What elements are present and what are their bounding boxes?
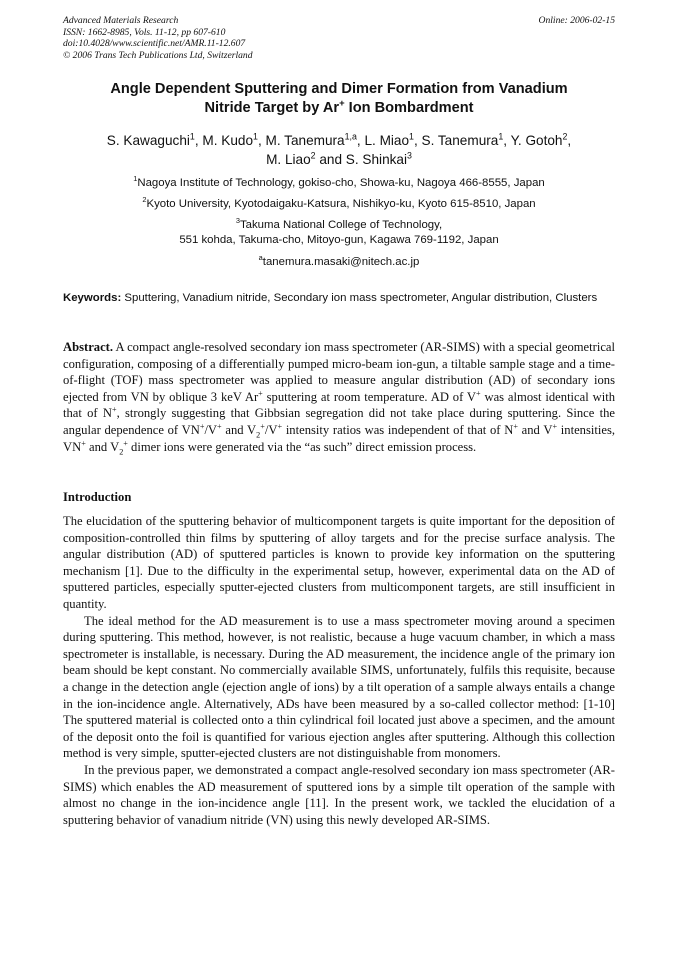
title-line-1: Angle Dependent Sputtering and Dimer Formation from Vanadium xyxy=(110,81,568,97)
title-text: Nitride Target by Ar xyxy=(204,100,340,116)
journal-header xyxy=(63,15,253,61)
abstract: Abstract. A compact angle-resolved secondary ion mass spectrometer (AR-SIMS) with a special geometrical configuration, composing of a differentially pumped micro-beam ion-gun, a tiltable sample stage and a time-of-flight (TOF) mass spectrometer was applied to measure angular distribution (AD) of secondary ions ejected from VN by oblique 3 keV Ar+ sputtering at room temperature. AD of V+ was almost identical with that of N+, strongly suggesting that Gibbsian segregation did not take place during sputtering. Since the angular dependence of VN+/V+ and $V_2^+/V^+$ intensity ratios was independent of that of N+ and V+ intensities, VN+ and $V_2^+$ dimer ions were generated via the “as such” direct emission process. xyxy=(63,340,616,457)
affiliation-2: $^2$Kyoto University, Kyotodaigaku-Katsura, Nishikyo-ku, Kyoto 615-8510, Japan xyxy=(142,195,536,210)
author: M. Tanemura$^{1,a}$ xyxy=(265,131,357,148)
keywords-text: Sputtering, Vanadium nitride, Secondary ion mass spectrometer, Angular distribution, Clusters xyxy=(121,292,598,304)
intro-paragraph-1: The elucidation of the sputtering behavior of multicomponent targets is quite important for the deposition of composition-controlled thin films by sputtering of alloy targets and for the precise surface analysis. The angular distribution (AD) of sputtered particles is known to provide key information on the sputtering mechanism [1]. Due to the difficulty in the experimental setup, however, experimental data on the AD of sputtered particles, especially sputter-ejected clusters from multicomponent targets, are still insufficient in quantity. xyxy=(63,514,615,611)
paper-title xyxy=(60,80,618,118)
keywords-label: Keywords: xyxy=(63,292,122,304)
author: S. Kawaguchi$^1$ xyxy=(106,131,195,148)
author-list: S. Kawaguchi$^1$, M. Kudo$^1$, M. Tanemura$^{1,a}$, L. Miao$^1$, S. Tanemura$^1$, Y. Gotoh$^2$, M. Liao$^2$ and S. Shinkai$^3$ xyxy=(106,131,572,167)
author: S. Tanemura$^1$ xyxy=(421,131,504,148)
issn-line: ISSN: 1662-8985, Vols. 11-12, pp 607-610 xyxy=(63,26,226,38)
title-text: Ion Bombardment xyxy=(344,100,474,116)
author: M. Liao$^2$ xyxy=(266,150,316,167)
intro-paragraph-3: In the previous paper, we demonstrated a compact angle-resolved secondary ion mass spectrometer (AR-SIMS) which enables the AD measurement of sputtered ions by a simple tilt operation of the sample with almost no change in the ion-incidence angle [11]. In the present work, we tackled the elucidation of a sputtering behavior of vanadium nitride (VN) using this newly developed AR-SIMS. xyxy=(63,762,615,827)
title-line-2 xyxy=(60,99,618,118)
author: S. Shinkai$^3$ xyxy=(345,150,412,167)
introduction-heading: Introduction xyxy=(63,490,132,504)
copyright-line: © 2006 Trans Tech Publications Ltd, Switzerland xyxy=(63,49,253,61)
journal-name: Advanced Materials Research xyxy=(63,15,179,26)
intro-paragraph-2: The ideal method for the AD measurement is to use a mass spectrometer moving around a specimen during sputtering. This method, however, is not realistic, because a huge vacuum chamber, in which a mass spectrometer is installable, is necessary. During the AD measurement, the incidence angle of the primary ion beam should be kept constant. No commercially available SIMS, unfortunately, fulfils this requisite, because a change in the detection angle (ejection angle of ions) by a tilt operation of a sample always entails a change in the ion-incidence angle. Alternatively, ADs have been measured by a so-called collector method: [1-10] The sputtered material is collected onto a thin cylindrical foil located just above a specimen, and the amount of the deposit onto the foil is quantified for various ejection angles after sputtering. Although this collection method is very simple, sputter-ejected clusters are not distinguishable from monomers. xyxy=(63,613,615,761)
author: L. Miao$^1$ xyxy=(364,131,414,148)
author: Y. Gotoh$^2$ xyxy=(510,131,568,148)
affiliation-1: $^1$Nagoya Institute of Technology, gokiso-cho, Showa-ku, Nagoya 466-8555, Japan xyxy=(133,174,545,189)
title-superscript: + xyxy=(339,98,345,110)
abstract-label: Abstract. xyxy=(63,340,114,354)
doi-line: doi:10.4028/www.scientific.net/AMR.11-12.607 xyxy=(63,38,246,50)
keywords xyxy=(63,291,615,306)
introduction-body xyxy=(63,513,615,828)
affiliation-3: $^3$Takuma National College of Technology, 551 kohda, Takuma-cho, Mitoyo-gun, Kagawa 769-1192, Japan xyxy=(179,216,499,246)
corresponding-email: $^a$tanemura.masaki@nitech.ac.jp xyxy=(258,253,420,268)
online-date: Online: 2006-02-15 xyxy=(538,15,615,26)
author: M. Kudo$^1$ xyxy=(202,131,258,148)
